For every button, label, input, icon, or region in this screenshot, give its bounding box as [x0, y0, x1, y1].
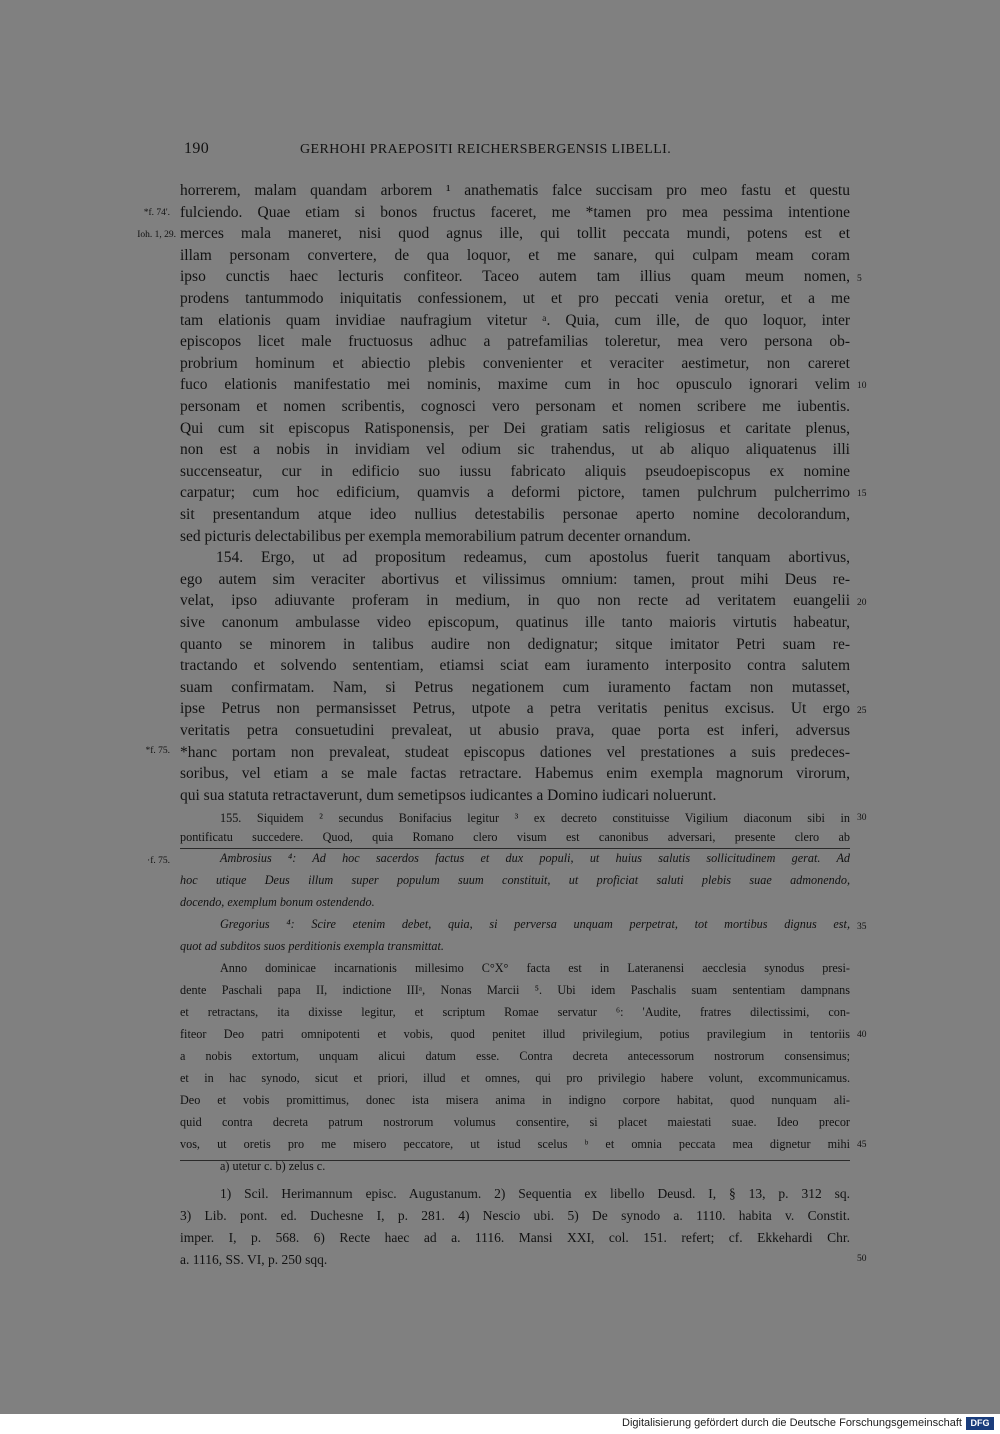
text-line: *hanc portam non prevaleat, studeat episcopus dationes vel prestationes a suis predeces- [180, 743, 850, 761]
line-number: 50 [857, 1254, 867, 1264]
text-line: tractando et solvendo sententiam, etiamsi sciat eam iuramento interposito contra salutem [180, 657, 850, 675]
line-number: 10 [857, 381, 867, 391]
dfg-logo: DFG [966, 1417, 994, 1430]
text-line: Gregorius ⁴: Scire etenim debet, quia, si perversa unquam perpetrat, tot mortibus dignus est, [220, 917, 850, 931]
text-line: Anno dominicae incarnationis millesimo C°X° facta est in Lateranensi aecclesia synodus presi- [220, 961, 850, 975]
line-number: 40 [857, 1030, 867, 1040]
text-line: sit presentandum atque ideo nullius detestabilis personae aperto nomine decolorandum, [180, 506, 850, 523]
text-line: hoc utique Deus illum super populum suum constituit, ut proficiat saluti plebis suae admonendo, [180, 873, 850, 887]
margin-note: *f. 75. [145, 746, 170, 756]
text-line: 154. Ergo, ut ad propositum redeamus, cum apostolus fuerit tanquam abortivus, [216, 549, 850, 567]
text-line: velat, ipso adiuvante proferam in medium, in quo non recte ad veritatem euangelii [180, 592, 850, 610]
text-line: quid contra decreta patrum nostrorum volumus consentire, si placet maiestati suae. Ideo precor [180, 1115, 850, 1129]
text-line: merces mala maneret, nisi quod agnus ille, qui tollit peccata mundi, potens est et [180, 225, 850, 243]
text-line: docendo, exemplum bonum ostendendo. [180, 895, 375, 909]
text-line: prodens tantummodo iniquitatis confessionem, ut et pro peccati venia oretur, et a me [180, 290, 850, 307]
running-title: GERHOHI PRAEPOSITI REICHERSBERGENSIS LIBELLI. [300, 142, 672, 157]
text-line: carpatur; cum hoc edificium, quamvis a deformi pictore, tamen pulchrum pulcherrimo [180, 484, 850, 502]
text-line: vos, ut oretis pro me misero peccatore, ut istud scelus ᵇ et omnia peccata mea dignetur mihi [180, 1137, 850, 1151]
text-line: probrium hominum et abiectio plebis convenienter et veraciter aestimetur, non careret [180, 354, 850, 372]
text-line: quot ad subditos suos perditionis exempla transmittat. [180, 939, 444, 953]
text-line: et in hac synodo, sicut et priori, illud et omnes, qui pro privilegio habere volunt, excommunicamus. [180, 1071, 850, 1085]
text-line: pontificatu succedere. Quod, quia Romano clero visum est canonibus adversari, presente clero ab [180, 830, 850, 844]
text-line: 155. Siquidem ² secundus Bonifacius legitur ³ ex decreto constituisse Vigilium diaconum sibi in [220, 811, 850, 825]
line-number: 45 [857, 1140, 867, 1150]
page-number: 190 [184, 140, 210, 157]
margin-note: *f. 74'. [143, 208, 170, 218]
text-line: horrerem, malam quandam arborem ¹ anathematis falce succisam pro meo fastu et questu [180, 182, 850, 199]
text-line: fulciendo. Quae etiam si bonos fructus faceret, me *tamen pro mea pessima intentione [180, 203, 850, 221]
text-line: et retractans, ita dixisse legitur, et scriptum Romae servatur ⁶: 'Audite, fratres dilectissimi, con- [180, 1005, 850, 1019]
text-line: episcopos licet male fructuosus adhuc a patrefamilias toleretur, mea vero persona ob- [180, 333, 850, 351]
text-line: illam personam convertere, de qua loquor, et me sanare, qui culpam meam coram [180, 246, 850, 264]
line-number: 15 [857, 489, 867, 499]
text-line: fiteor Deo patri omnipotenti et vobis, quod penitet illud privilegium, potius pravilegium in tentoriis [180, 1027, 850, 1041]
text-line: 3) Lib. pont. ed. Duchesne I, p. 281. 4) Nescio ubi. 5) De synodo a. 1110. habita v. Constit. [180, 1208, 850, 1223]
text-line: imper. I, p. 568. 6) Recte haec ad a. 1116. Mansi XXI, col. 151. refert; cf. Ekkehardi Chr. [180, 1230, 850, 1245]
text-line: ipso cunctis haec lecturis confiteor. Taceo autem tam illius quam meum nomen, [180, 268, 850, 286]
text-line: Ambrosius ⁴: Ad hoc sacerdos factus et dux populi, ut huius salutis sollicitudinem gerat. Ad [220, 851, 850, 865]
text-line: suam confirmatam. Nam, si Petrus negationem cum iuramento factam non mutasset, [180, 678, 850, 696]
text-line: fuco elationis manifestatio mei nominis, maxime cum in hoc opusculo ignorari velim [180, 376, 850, 394]
text-line: sive canonum ambulasse video episcopum, quatinus ille tanto maioris virtutis habeatur, [180, 614, 850, 631]
line-number: 5 [857, 274, 862, 284]
text-line: dente Paschali papa II, indictione IIIᵃ, Nonas Marcii ⁵. Ubi idem Paschalis suam sententiam dampnans [180, 983, 850, 997]
text-line: quanto se minorem in talibus audire non dedignatur; sitque imitator Petri suam re- [180, 635, 850, 653]
text-line: ipse Petrus non permansisset Petrus, utpote a petra veritatis penitus excisus. Ut ergo [180, 700, 850, 718]
section-divider [180, 848, 850, 849]
text-line: Qui cum sit episcopus Ratisponensis, per Dei gratiam satis religiosus et caritate plenus, [180, 419, 850, 437]
text-line: Deo et vobis promittimus, donec ista misera anima in indigno corpore habitat, quod nunquam ali- [180, 1093, 850, 1107]
funding-notice: Digitalisierung gefördert durch die Deutsche Forschungsgemeinschaft [622, 1417, 962, 1429]
text-line: soribus, vel etiam a se male factas retractare. Habemus enim exempla magnorum virorum, [180, 765, 850, 783]
line-number: 35 [857, 922, 867, 932]
margin-note: ·f. 75. [147, 856, 170, 866]
text-line: qui sua statuta retractaverunt, dum semetipsos iudicantes a Domino iudicari noluerunt. [180, 786, 717, 804]
margin-note: Ioh. 1, 29. [137, 230, 176, 240]
line-number: 25 [857, 706, 867, 716]
text-line: a nobis extortum, unquam alicui datum esse. Contra decreta antecessorum nostrorum consensimus; [180, 1049, 850, 1063]
line-number: 20 [857, 598, 867, 608]
text-line: personam et nomen scribentis, cognosci vero personam et nomen scribere me iubentis. [180, 398, 850, 415]
text-variants: a) utetur c. b) zelus c. [220, 1159, 326, 1173]
text-line: 1) Scil. Herimannum episc. Augustanum. 2) Sequentia ex libello Deusd. I, § 13, p. 312 sq. [220, 1186, 850, 1201]
text-line: ego autem sim veraciter abortivus et vilissimus omnium: tamen, prout mihi Deus re- [180, 570, 850, 588]
text-line: veritatis petra consuetudini prevaleat, ut abusio prava, quae porta est inferi, adversus [180, 722, 850, 739]
line-number: 30 [857, 813, 867, 823]
text-line: a. 1116, SS. VI, p. 250 sqq. [180, 1252, 328, 1267]
text-line: non est a nobis in invidiam vel odium sic trahendus, ut ab aliquo aliquatenus illi [180, 441, 850, 459]
text-line: tam elationis quam invidiae naufragium vitetur ᵃ. Quia, cum ille, de quo loquor, inter [180, 311, 850, 329]
text-line: sed picturis delectabilibus per exempla memorabilium patrum decenter ornandum. [180, 527, 691, 545]
digitization-footer [0, 1414, 1000, 1434]
text-line: succenseatur, cur in edificio suo iussu fabricato aliquis pseudoepiscopus ex nomine [180, 462, 850, 480]
